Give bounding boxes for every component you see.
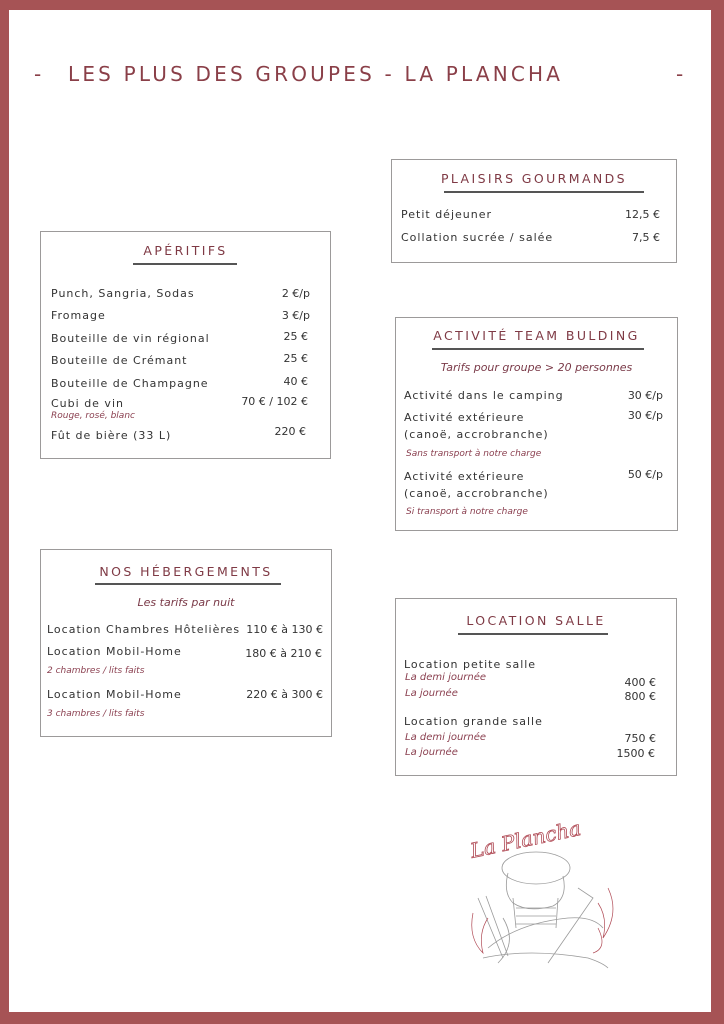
item-label: Fromage <box>51 309 106 322</box>
item-note: Si transport à notre charge <box>406 507 528 517</box>
group-label: Location grande salle <box>404 715 543 728</box>
item-note: 3 chambres / lits faits <box>47 709 145 719</box>
item-price: 220 € <box>274 425 306 438</box>
item-label-detail: (canoë, accrobranche) <box>404 428 549 441</box>
item-price: 220 € à 300 € <box>246 688 323 701</box>
plaisirs-heading: PLAISIRS GOURMANDS <box>440 171 628 186</box>
item-price: 7,5 € <box>632 231 660 244</box>
aperitifs-box <box>40 231 331 459</box>
item-label: Location Mobil-Home <box>47 645 182 658</box>
hebergements-subtitle: Les tarifs par nuit <box>137 596 235 609</box>
item-price: 3 €/p <box>281 309 310 322</box>
item-label: Bouteille de Champagne <box>51 377 209 390</box>
plaisirs-gourmands-box <box>391 159 677 263</box>
page-title <box>0 62 724 92</box>
logo-illustration-icon <box>458 818 628 978</box>
heading-underline <box>458 633 608 635</box>
item-label: Punch, Sangria, Sodas <box>51 287 195 300</box>
item-note: Sans transport à notre charge <box>406 449 542 459</box>
item-price: 40 € <box>283 375 308 388</box>
salle-heading: LOCATION SALLE <box>466 613 606 628</box>
heading-underline <box>444 191 644 193</box>
item-price: 12,5 € <box>625 208 660 221</box>
item-label: Activité extérieure <box>404 470 525 483</box>
item-label: Fût de bière (33 L) <box>51 429 172 442</box>
item-price: 30 €/p <box>627 389 663 402</box>
hebergements-heading: NOS HÉBERGEMENTS <box>99 564 273 579</box>
item-note: 2 chambres / lits faits <box>47 666 145 676</box>
row-price: 400 € <box>624 676 656 689</box>
item-label: Bouteille de Crémant <box>51 354 188 367</box>
item-label: Location Mobil-Home <box>47 688 182 701</box>
item-price: 25 € <box>283 352 308 365</box>
hebergements-box <box>40 549 332 737</box>
item-label-detail: (canoë, accrobranche) <box>404 487 549 500</box>
aperitifs-heading: APÉRITIFS <box>143 243 228 258</box>
heading-underline <box>133 263 237 265</box>
row-label: La journée <box>405 688 458 699</box>
team-building-box <box>395 317 678 531</box>
heading-underline <box>95 583 281 585</box>
item-label: Cubi de vin <box>51 397 124 410</box>
title-text: LES PLUS DES GROUPES - LA PLANCHA <box>68 62 564 86</box>
logo-text: La Plancha <box>468 818 583 863</box>
row-price: 800 € <box>624 690 656 703</box>
item-label: Activité extérieure <box>404 411 525 424</box>
item-label: Activité dans le camping <box>404 389 564 402</box>
team-heading: ACTIVITÉ TEAM BULDING <box>433 328 640 343</box>
row-label: La demi journée <box>405 732 487 743</box>
item-price: 70 € / 102 € <box>241 395 308 408</box>
row-price: 750 € <box>624 732 656 745</box>
group-label: Location petite salle <box>404 658 537 671</box>
item-price: 2 €/p <box>281 287 310 300</box>
row-label: La demi journée <box>405 672 487 683</box>
item-label: Collation sucrée / salée <box>401 231 554 244</box>
item-price: 110 € à 130 € <box>246 623 323 636</box>
item-price: 180 € à 210 € <box>245 647 322 660</box>
item-label: Petit déjeuner <box>401 208 492 221</box>
la-plancha-logo <box>458 818 628 978</box>
item-label: Bouteille de vin régional <box>51 332 210 345</box>
title-dash-left: - <box>34 62 45 86</box>
heading-underline <box>432 348 644 350</box>
item-label: Location Chambres Hôtelières <box>47 623 241 636</box>
item-price: 50 €/p <box>627 468 663 481</box>
team-subtitle: Tarifs pour groupe > 20 personnes <box>440 361 633 374</box>
item-price: 30 €/p <box>627 409 663 422</box>
item-price: 25 € <box>283 330 308 343</box>
row-label: La journée <box>405 747 458 758</box>
title-dash-right: - <box>676 62 687 86</box>
item-note: Rouge, rosé, blanc <box>51 411 135 421</box>
location-salle-box <box>395 598 677 776</box>
row-price: 1500 € <box>616 747 655 760</box>
